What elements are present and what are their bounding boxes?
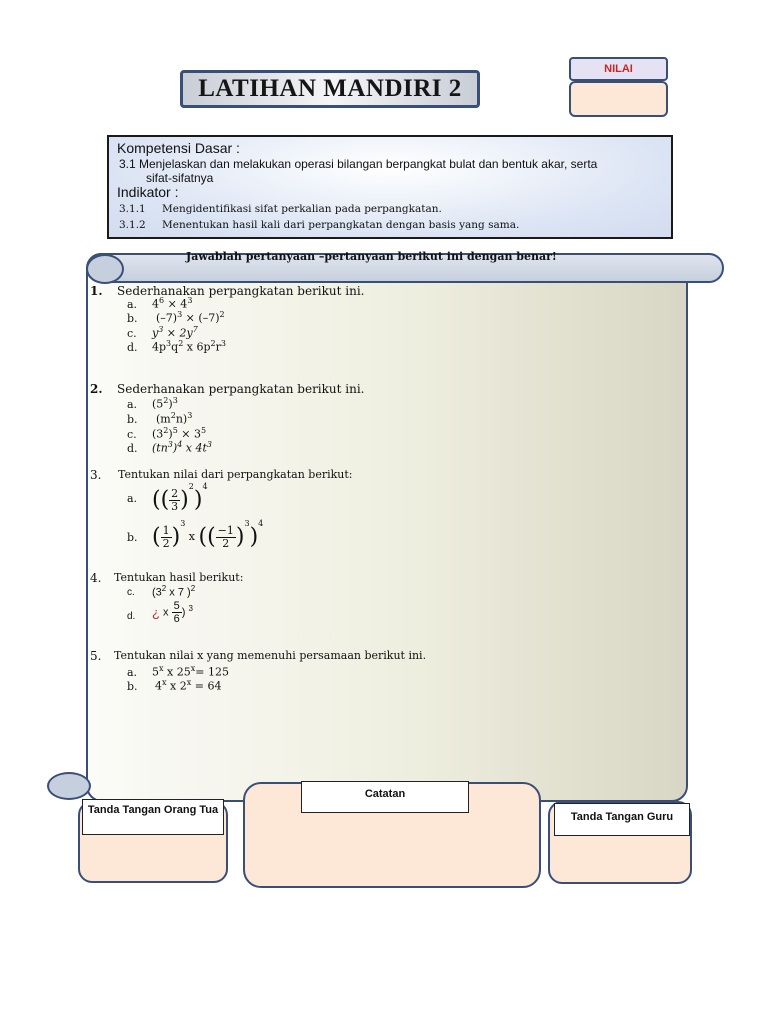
q2-b-expression: $(m^2n)^3$	[156, 411, 193, 426]
notes-label: Catatan	[301, 781, 469, 813]
competency-box	[107, 135, 673, 239]
parent-signature-label: Tanda Tangan Orang Tua	[82, 799, 224, 835]
teacher-signature-label: Tanda Tangan Guru	[554, 803, 690, 836]
q2-c-label: c.	[127, 428, 137, 441]
competency-text-cont: sifat-sifatnya	[146, 171, 214, 185]
q2-a-expression: $(5^2)^3$	[152, 396, 178, 411]
q5-b-label: b.	[127, 680, 138, 693]
q3-b-label: b.	[127, 531, 138, 544]
indicator-number: 3.1.2	[119, 219, 146, 231]
q3-a-label: a.	[127, 492, 138, 505]
competency-text: 3.1 Menjelaskan dan melakukan operasi bilangan berpangkat bulat dan bentuk akar, serta	[119, 157, 598, 171]
q4-c-label: c.	[127, 587, 135, 598]
q2-d-expression: $(tn^3)^4$ x $4t^3$	[152, 440, 212, 455]
indicator-text: Menentukan hasil kali dari perpangkatan dengan basis yang sama.	[162, 219, 520, 231]
q2-number: 2.	[90, 382, 103, 396]
scroll-curl-top-icon	[86, 254, 124, 284]
worksheet-title-banner	[180, 70, 480, 108]
q5-text: Tentukan nilai x yang memenuhi persamaan berikut ini.	[114, 649, 427, 662]
q4-number: 4.	[90, 571, 102, 585]
q5-a-label: a.	[127, 666, 138, 679]
q3-number: 3.	[90, 468, 102, 482]
q2-a-label: a.	[127, 398, 138, 411]
indicator-text: Mengidentifikasi sifat perkalian pada perpangkatan.	[162, 203, 442, 215]
indicator-heading: Indikator :	[117, 184, 179, 200]
q4-text: Tentukan hasil berikut:	[114, 571, 244, 584]
q1-c-expression: $y^3 \times 2y^7$	[152, 325, 198, 340]
worksheet-title: LATIHAN MANDIRI 2	[198, 75, 462, 102]
instruction-text: Jawablah pertanyaan –pertanyaan berikut ini dengan benar!	[186, 250, 557, 263]
q5-b-expression: 4$^x$ x $2^x = 64$	[155, 678, 222, 693]
q4-c-expression: ($3^2$ x 7 )$^2$	[152, 584, 196, 599]
q4-d-label: d.	[127, 611, 136, 622]
q3-b-expression: ( $\frac{1}{2}$ )$^3$ x (( $\frac{-1}{2}$ )$^3$)$^4$	[152, 519, 264, 550]
indicator-number: 3.1.1	[119, 203, 146, 215]
q3-text: Tentukan nilai dari perpangkatan berikut:	[118, 468, 353, 481]
q1-a-label: a.	[127, 298, 138, 311]
q2-b-label: b.	[127, 413, 138, 426]
q5-a-expression: 5$^x$ x $25^x= 125$	[152, 664, 229, 679]
competency-heading: Kompetensi Dasar :	[117, 140, 240, 156]
q1-a-expression: $4^6 \times 4^3$	[152, 296, 193, 311]
q2-c-expression: $(3^2)^5 \times 3^5$	[152, 426, 207, 441]
score-label: NILAI	[569, 57, 668, 81]
q1-c-label: c.	[127, 327, 137, 340]
q4-d-expression: ¿ x $\frac{5}{6}$ ) $^3$	[152, 600, 193, 625]
q3-a-expression: (( $\frac{2}{3}$ )$^2$)$^4$	[152, 482, 208, 513]
q2-d-label: d.	[127, 442, 138, 455]
q1-b-label: b.	[127, 312, 138, 325]
score-box	[569, 81, 668, 117]
q1-b-expression: $(-7)^3 \times (-7)^2$	[156, 310, 225, 325]
scroll-curl-bottom-icon	[47, 772, 91, 800]
q1-d-label: d.	[127, 341, 138, 354]
q5-number: 5.	[90, 649, 102, 663]
q1-text: Sederhanakan perpangkatan berikut ini.	[117, 284, 365, 298]
q1-number: 1.	[90, 284, 103, 298]
q1-d-expression: $4p^3q^2$ x $6p^2r^3$	[152, 339, 226, 354]
q2-text: Sederhanakan perpangkatan berikut ini.	[117, 382, 365, 396]
